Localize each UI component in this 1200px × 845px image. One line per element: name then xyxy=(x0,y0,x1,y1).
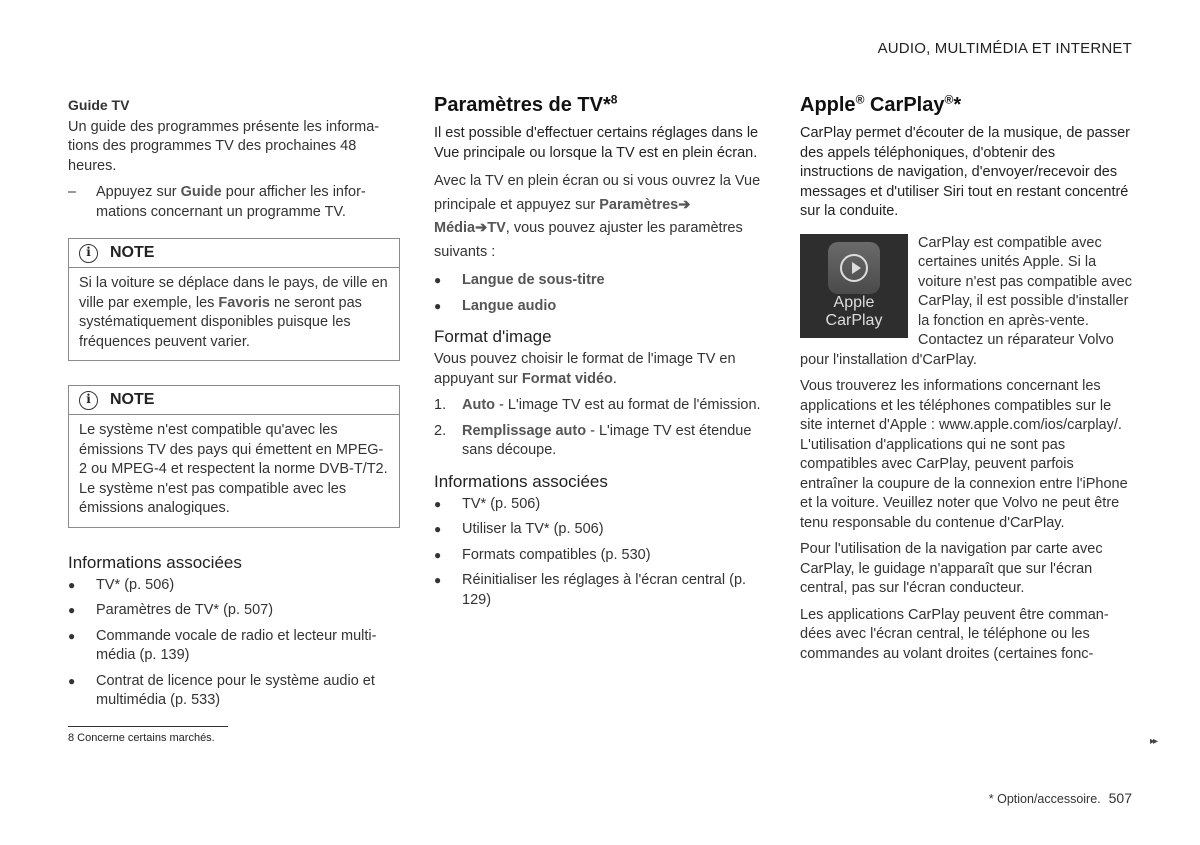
carplay-app-image xyxy=(800,234,908,338)
guide-tv-text: Un guide des programmes présente les informations des programmes TV des prochaines 48 heures. xyxy=(68,118,380,174)
carplay-title: Apple® CarPlay®* xyxy=(800,92,962,116)
favoris-label: Favoris xyxy=(218,294,271,311)
list-item[interactable]: ● TV* (p. 506) xyxy=(68,576,175,593)
settings-list xyxy=(434,271,766,316)
guide-button-label: Guide xyxy=(180,184,222,200)
list-item: ● Langue de sous-titre xyxy=(434,272,605,288)
note-header xyxy=(69,386,399,415)
format-heading: Format d'image xyxy=(434,327,552,346)
info-icon: i xyxy=(79,391,98,410)
tv-settings-path: Avec la TV en plein écran ou si vous ouvrez la Vue principale et appuyez sur Paramètres➔ Média➔TV, vous pouvez ajuster les paramètres suivants : xyxy=(434,173,761,260)
guide-step-text: Appuyez sur Guide pour afficher les informations concernant un programme TV. xyxy=(96,184,366,220)
note-box-favoris xyxy=(68,238,400,361)
format-text: Vous pouvez choisir le format de l'image TV en appuyant sur Format vidéo. xyxy=(434,351,736,387)
note-header xyxy=(69,239,399,268)
related-heading: Informations associées xyxy=(434,471,608,491)
list-item: ● Langue audio xyxy=(434,297,557,314)
continue-arrows-icon: ▸▸ xyxy=(1150,736,1157,747)
running-header: AUDIO, MULTIMÉDIA ET INTERNET xyxy=(877,40,1132,57)
list-item[interactable]: ● Formats compatibles (p. 530) xyxy=(434,546,651,563)
tv-settings-intro: Il est possible d'effectuer certains réglages dans le Vue principale ou lorsque la TV est en plein écran. xyxy=(434,125,759,161)
info-icon: i xyxy=(79,244,98,263)
list-item: 2. Remplissage auto - L'image TV est étendue sans découpe. xyxy=(434,422,752,458)
carplay-para: Vous trouverez les informations concernant les applications et les téléphones compatibles sur le site internet d'Apple : www.apple.com/ios/carplay/. L'utilisation d'applications qui ne sont pas compatibles avec CarPlay, peuvent parfois entraîner la coupure de la connexion entre l'iPhone et la voiture. Veuillez noter que Volvo ne peut être tenu responsable du contenue d'CarPlay. xyxy=(800,378,1128,531)
page-number: 507 xyxy=(1108,790,1132,806)
note-body: Le système n'est compatible qu'avec les émissions TV des pays qui émettent en MPEG-2 ou MPEG-4 et respectent la norme DVB-T/T2. Le système n'est pas compatible avec les émissions analogiques. xyxy=(79,422,388,516)
related-list xyxy=(68,576,400,711)
list-item[interactable]: ● Contrat de licence pour le système audio et multimédia (p. 533) xyxy=(68,672,375,708)
guide-tv-heading: Guide TV xyxy=(68,97,130,113)
arrow-icon: ➔ xyxy=(678,196,691,213)
note-body: Si la voiture se déplace dans le pays, de ville en ville par exemple, les Favoris ne seront pas systématiquement disponibles puisque les fréquences peuvent varier. xyxy=(79,275,388,350)
guide-step xyxy=(68,183,400,222)
carplay-para: Pour l'utilisation de la navigation par carte avec CarPlay, le guidage n'apparaît que sur l'écran central, pas sur l'écran conducteur. xyxy=(800,541,1103,596)
carplay-image-label: CarPlay xyxy=(825,311,883,329)
dash-marker: – xyxy=(68,184,77,200)
list-item[interactable]: ● Commande vocale de radio et lecteur multimédia (p. 139) xyxy=(68,627,377,663)
footnote-ref: 8 xyxy=(610,92,618,107)
arrow-icon: ➔ xyxy=(475,220,488,236)
column-carplay xyxy=(800,92,1132,671)
carplay-compat-block xyxy=(800,234,1132,378)
carplay-compat-text: CarPlay est compatible avec certaines unités Apple. Si la voiture n'est pas compatible avec CarPlay, il est possible d'installer la fonction en après-vente. Contactez un réparateur Volvo pour l'installation d'CarPlay. xyxy=(800,234,1132,368)
carplay-intro: CarPlay permet d'écouter de la musique, de passer des appels téléphoniques, d'obtenir des instructions de navigation, d'envoyer/recevoir des messages et d'utiliser Siri tout en restant concentré sur la conduite. xyxy=(800,125,1130,219)
list-item: 1. Auto - L'image TV est au format de l'émission. xyxy=(434,397,761,413)
option-note: * Option/accessoire. xyxy=(988,792,1101,806)
list-item[interactable]: ● Utiliser la TV* (p. 506) xyxy=(434,521,604,537)
note-box-compatibility xyxy=(68,385,400,528)
list-item[interactable]: ● Réinitialiser les réglages à l'écran central (p. 129) xyxy=(434,572,747,608)
carplay-image-label: Apple xyxy=(833,293,875,311)
carplay-tile xyxy=(828,242,880,294)
list-item[interactable]: ● Paramètres de TV* (p. 507) xyxy=(68,602,274,618)
carplay-para: Les applications CarPlay peuvent être commandées avec l'écran central, le téléphone ou les commandes au volant droites (certaines fonc- xyxy=(800,606,1109,662)
footnote: 8 Concerne certains marchés. xyxy=(68,732,215,744)
related-heading: Informations associées xyxy=(68,552,242,572)
play-icon xyxy=(840,254,868,282)
column-tv-settings xyxy=(434,92,766,616)
format-options xyxy=(434,396,766,461)
note-title: NOTE xyxy=(110,391,155,409)
list-item[interactable]: ● TV* (p. 506) xyxy=(434,495,541,512)
page-footer xyxy=(989,790,1132,806)
tv-settings-title: Paramètres de TV*$^8$ xyxy=(434,92,618,116)
footnote-rule xyxy=(68,726,228,727)
column-guide-tv xyxy=(68,96,400,717)
note-title: NOTE xyxy=(110,244,155,262)
related-list xyxy=(434,495,766,611)
